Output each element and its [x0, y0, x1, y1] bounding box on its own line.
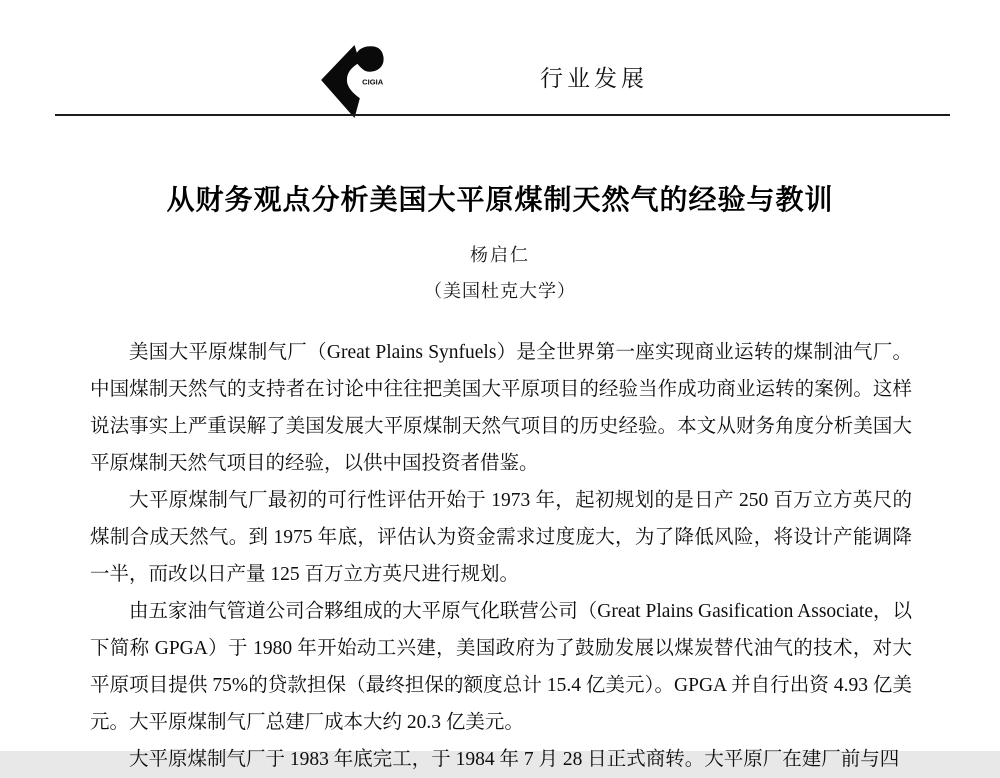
section-label: 行业发展: [540, 66, 648, 91]
article-body: [90, 334, 912, 778]
cigia-logo-icon: [314, 42, 392, 118]
article-title: 从财务观点分析美国大平原煤制天然气的经验与教训: [166, 184, 834, 215]
body-paragraph: 大平原煤制气厂最初的可行性评估开始于 1973 年，起初规划的是日产 250 百万立方英尺的煤制合成天然气。到 1975 年底，评估认为资金需求过度庞大，为了降低风险，将设计产能调降一半，而改以日产量 125 百万立方英尺进行规划。: [90, 490, 912, 585]
article-author: 杨启仁: [470, 245, 530, 265]
body-paragraph: 大平原煤制气厂于 1983 年底完工，于 1984 年 7 月 28 日正式商转。大平原厂在建厂前与四: [129, 749, 900, 770]
article-affiliation: （美国杜克大学）: [424, 281, 576, 301]
journal-header: [0, 0, 1000, 120]
body-paragraph: 美国大平原煤制气厂（Great Plains Synfuels）是全世界第一座实现商业运转的煤制油气厂。中国煤制天然气的支持者在讨论中往往把美国大平原项目的经验当作成功商业运转的案例。这样说法事实上严重误解了美国发展大平原煤制天然气项目的历史经验。本文从财务角度分析美国大平原煤制天然气项目的经验，以供中国投资者借鉴。: [90, 342, 912, 474]
body-paragraph: 由五家油气管道公司合夥组成的大平原气化联营公司（Great Plains Gasification Associate，以下简称 GPGA）于 1980 年开始动工兴建，美国政府为了鼓励发展以煤炭替代油气的技术，对大平原项目提供 75%的贷款担保（最终担保的额度总计 15.4 亿美元）。GPGA 并自行出资 4.93 亿美元。大平原煤制气厂总建厂成本大约 20.3 亿美元。: [90, 601, 912, 733]
logo-text: CIGIA: [362, 77, 384, 87]
header-rule: [55, 114, 950, 116]
